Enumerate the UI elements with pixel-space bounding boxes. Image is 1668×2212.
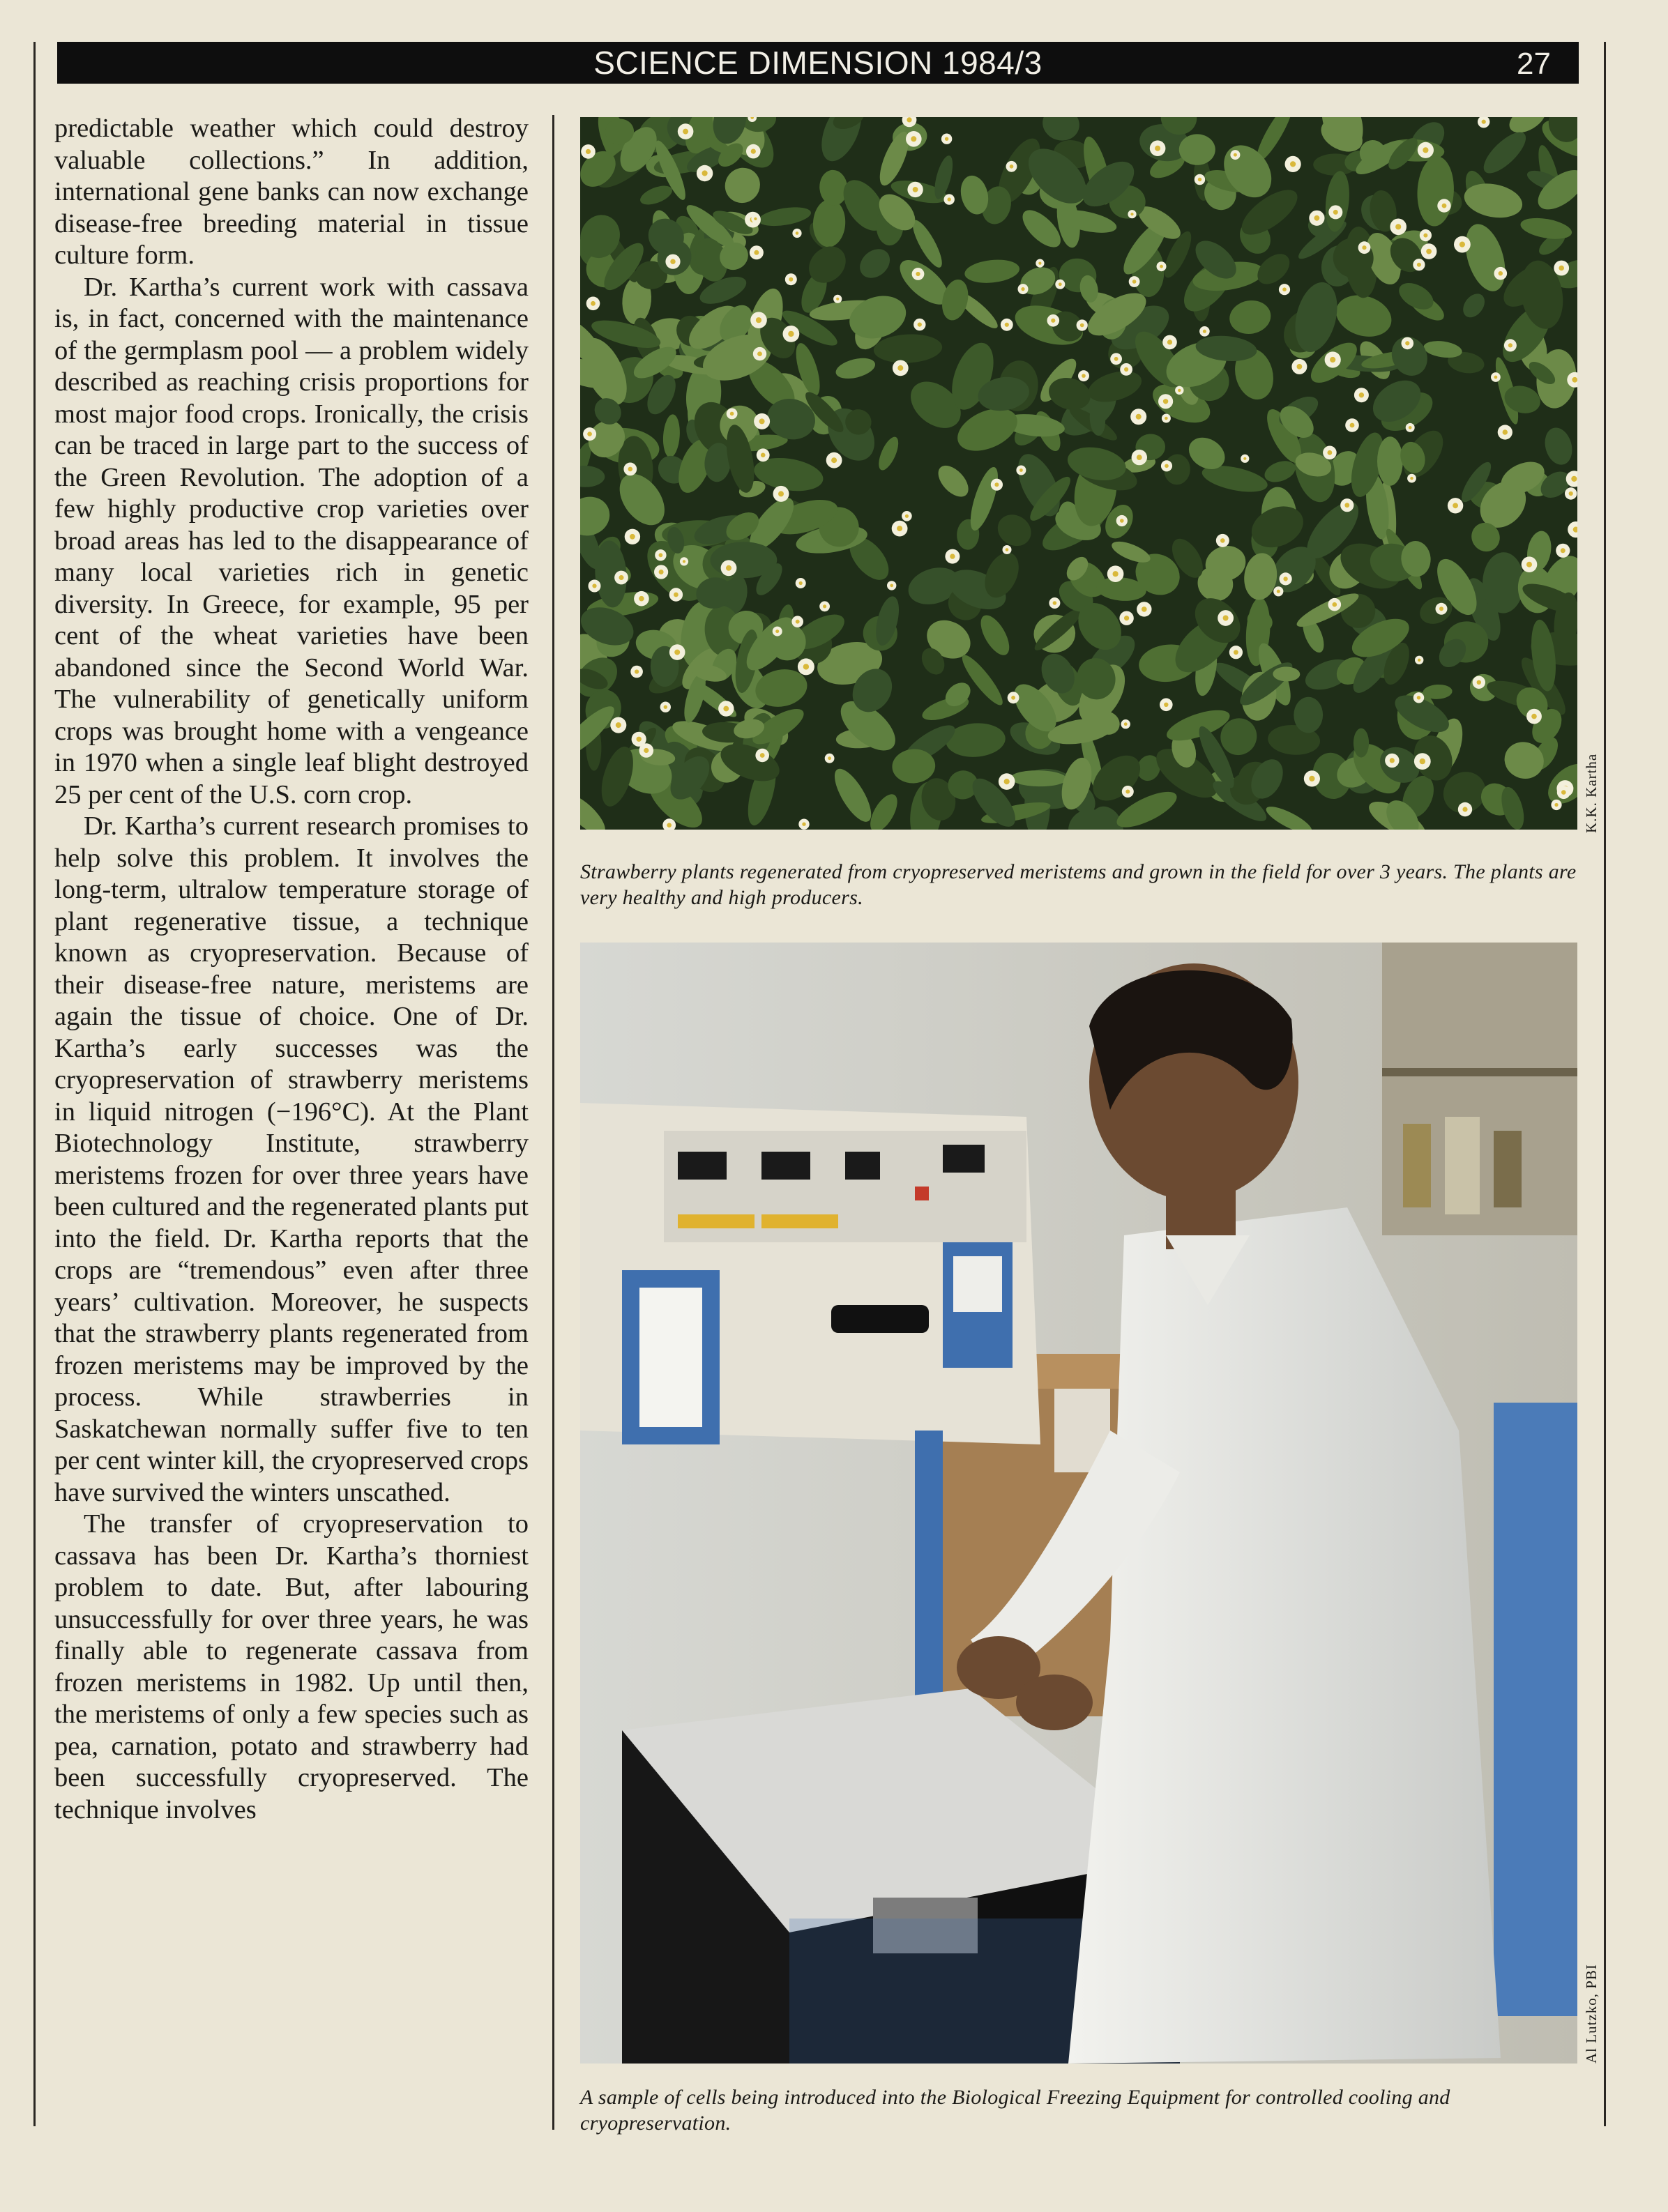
leaf (1354, 729, 1369, 758)
flower (1161, 460, 1172, 471)
flower (1557, 786, 1570, 799)
flower (792, 229, 801, 238)
flower (1150, 140, 1166, 156)
flower (634, 591, 649, 607)
flower (610, 717, 626, 733)
flower (625, 529, 640, 544)
flower (1162, 414, 1171, 423)
flower (1049, 597, 1060, 609)
flower (757, 448, 770, 462)
flower (1008, 692, 1019, 703)
flower (783, 326, 800, 342)
flower (1077, 319, 1088, 330)
flower (1498, 425, 1512, 439)
flower (660, 702, 671, 712)
flower (1273, 586, 1283, 596)
flower (1137, 602, 1151, 616)
flower (589, 580, 601, 593)
flower (906, 131, 922, 147)
flower (1121, 719, 1130, 729)
flower (1304, 770, 1320, 786)
flower (1413, 259, 1425, 270)
flower (1554, 261, 1569, 276)
flower (630, 666, 643, 678)
flower (614, 571, 628, 585)
flower (999, 773, 1015, 790)
flower (1132, 450, 1147, 465)
flower (825, 754, 835, 763)
flower (826, 452, 842, 468)
publication-title: SCIENCE DIMENSION 1984/3 (593, 45, 1042, 81)
flower (1006, 161, 1017, 172)
flower (1414, 753, 1431, 770)
flower (773, 486, 789, 502)
flower (755, 749, 769, 763)
flower (581, 144, 596, 159)
flower (654, 565, 668, 579)
flower (1340, 498, 1354, 512)
flower (655, 549, 666, 560)
freezing-equipment-photo (580, 943, 1577, 2064)
flower (1116, 515, 1128, 526)
strawberry-plants-photo (580, 117, 1577, 830)
flower (1218, 610, 1234, 626)
flower (1120, 363, 1132, 376)
article-paragraph: The transfer of cryopreservation to cassava has been Dr. Kartha’s thorniest problem to date. But, after labouring unsuccessfully for over three years, he was finally able to regenerate cassava from frozen meristems in 1982. Up until then, the meristems of only a few species such as pea, carnation, potato and strawberry had been successfully cryopreserved. The technique involves (54, 1509, 529, 1824)
flower (1119, 611, 1133, 625)
flower (727, 409, 738, 420)
flower (1491, 372, 1501, 382)
flower (819, 601, 830, 611)
flower (1418, 142, 1434, 158)
flower (1291, 359, 1307, 374)
flower (941, 134, 952, 144)
flower (1325, 351, 1341, 367)
flower (1437, 199, 1450, 212)
flower (944, 194, 955, 204)
flower (1454, 236, 1471, 253)
flower (1018, 284, 1029, 294)
figure-caption: Strawberry plants regenerated from cryopreserved meristems and grown in the field for over 3 years. The plants are very healthy and high producers. (580, 860, 1577, 909)
flower (1230, 150, 1240, 160)
flower (1130, 409, 1146, 425)
flower (798, 819, 809, 830)
flower (1328, 598, 1342, 611)
flower (1354, 388, 1369, 402)
strawberry-plants-illustration (580, 117, 1577, 830)
flower (680, 557, 688, 565)
flower (1413, 692, 1424, 703)
flower (791, 616, 803, 627)
flower (721, 560, 737, 576)
flower (1036, 259, 1044, 268)
flower (1565, 487, 1577, 499)
flower (1001, 319, 1013, 331)
flower (1280, 572, 1292, 585)
flower (892, 521, 908, 537)
running-header (57, 42, 1579, 84)
column-divider-rule (552, 115, 554, 2130)
flower (697, 165, 713, 181)
flower (1229, 646, 1243, 659)
flower (887, 581, 896, 590)
flower (1122, 786, 1134, 798)
article-paragraph: Dr. Kartha’s current work with cassava is, in fact, concerned with the maintenance of the germplasm pool — a problem widely described as reaching crisis proportions for most major food crops. Ironically, the crisis can be traced in large part to the success of the Green Revolution. The adoption of a few highly productive crop varieties over broad areas has led to the disappearance of many local varieties rich in genetic diversity. In Greece, for example, 95 per cent of the wheat varieties have been abandoned since the Second World War. The vulnerability of genetically uniform crops was brought home with a vengeance in 1970 when a single leaf blight destroyed 25 per cent of the U.S. corn crop. (54, 272, 529, 809)
article-paragraph: Dr. Kartha’s current research promises to help solve this problem. It involves the long-term, ultralow temperature storage of plant regenerative tissue, a technique known as cryopreservation. Because of their disease-free nature, meristems are again the tissue of choice. One of Dr. Kartha’s early successes was the cryopreservation of strawberry meristems in liquid nitrogen (−196°C). At the Plant Biotechnology Institute, strawberry meristems frozen for over three years have been cultured and the regenerated plants put into the field. Dr. Kartha reports that the crops are “tremendous” even after three years’ cultivation. Moreover, he suspects that the strawberry plants regenerated from frozen meristems may be improved by the process. While strawberries in Saskatchewan normally suffer five to ten per cent winter kill, the cryopreserved crops have survived the winters unscathed. (54, 811, 529, 1507)
flower (1402, 337, 1414, 350)
article-paragraph: predictable weather which could destroy valuable collections.” In addition, international gene banks can now exchange disease-free breeding material in tissue culture form. (54, 114, 529, 270)
flower (1473, 676, 1485, 689)
flower (1158, 394, 1173, 409)
flower (1328, 205, 1342, 219)
flower (583, 427, 596, 441)
lab-scene-illustration (580, 943, 1577, 2064)
flower (1407, 474, 1416, 483)
flower (1406, 423, 1415, 432)
flower (913, 319, 925, 330)
flower (1448, 498, 1463, 513)
flower (1345, 418, 1359, 432)
left-border-rule (33, 42, 36, 2126)
flower (718, 701, 734, 716)
flower (1157, 261, 1167, 271)
flower (907, 182, 923, 197)
flower (751, 215, 759, 223)
flower (833, 295, 842, 303)
flower (746, 144, 761, 159)
flower (1551, 800, 1561, 810)
flower (1241, 455, 1249, 463)
flower (750, 245, 764, 259)
flower (1047, 314, 1060, 327)
flower (750, 312, 767, 328)
flower (902, 511, 912, 521)
flower (665, 254, 680, 269)
leaf (1179, 134, 1215, 165)
flower (754, 413, 770, 429)
figure-caption: A sample of cells being introduced into the Biological Freezing Equipment for controlled cooling and cryopreservation. (580, 2086, 1450, 2135)
flower (1494, 267, 1508, 280)
flower (669, 644, 685, 660)
flower (1055, 280, 1065, 289)
flower (1216, 534, 1229, 547)
flower (1107, 565, 1124, 582)
flower (785, 273, 797, 285)
flower (1129, 276, 1140, 287)
flower (586, 297, 600, 311)
flower (1420, 229, 1432, 241)
flower (1199, 326, 1210, 337)
flower (912, 268, 925, 280)
flower (1078, 370, 1089, 381)
flower (1195, 174, 1205, 185)
flower (1504, 339, 1517, 351)
flower (1415, 656, 1423, 664)
flower (1556, 544, 1570, 558)
photo-credit: K.K. Kartha (1583, 753, 1600, 833)
photo-credit: Al Lutzko, PBI (1583, 1964, 1600, 2064)
flower (669, 588, 683, 601)
flower (678, 123, 694, 139)
flower (1436, 603, 1448, 615)
flower (1421, 243, 1437, 259)
flower (1016, 466, 1026, 475)
flower (1309, 211, 1324, 226)
flower (1522, 556, 1538, 572)
flower (753, 347, 766, 360)
flower (1279, 284, 1290, 295)
flower (1390, 219, 1407, 236)
flower (773, 627, 782, 636)
flower (1323, 446, 1337, 460)
flower (798, 658, 814, 675)
flower (1358, 241, 1371, 254)
flower (632, 732, 646, 747)
flower (1110, 353, 1122, 365)
flower (1003, 545, 1012, 554)
flower (1128, 210, 1136, 218)
article-body (54, 113, 529, 2128)
control-unit (580, 1103, 1040, 1444)
flower (945, 549, 960, 564)
flower (991, 479, 1003, 491)
page-number: 27 (1517, 47, 1551, 81)
flower (623, 463, 637, 476)
leaf (711, 542, 778, 578)
leaf (1377, 436, 1403, 486)
flower (1285, 156, 1301, 172)
flower (1162, 335, 1177, 350)
flower (1385, 754, 1399, 768)
right-border-rule (1604, 42, 1606, 2126)
flower (1160, 699, 1173, 712)
flower (796, 578, 806, 588)
flower (1175, 386, 1183, 395)
flower (1458, 802, 1472, 816)
flower (1526, 709, 1542, 724)
flower (893, 360, 909, 376)
